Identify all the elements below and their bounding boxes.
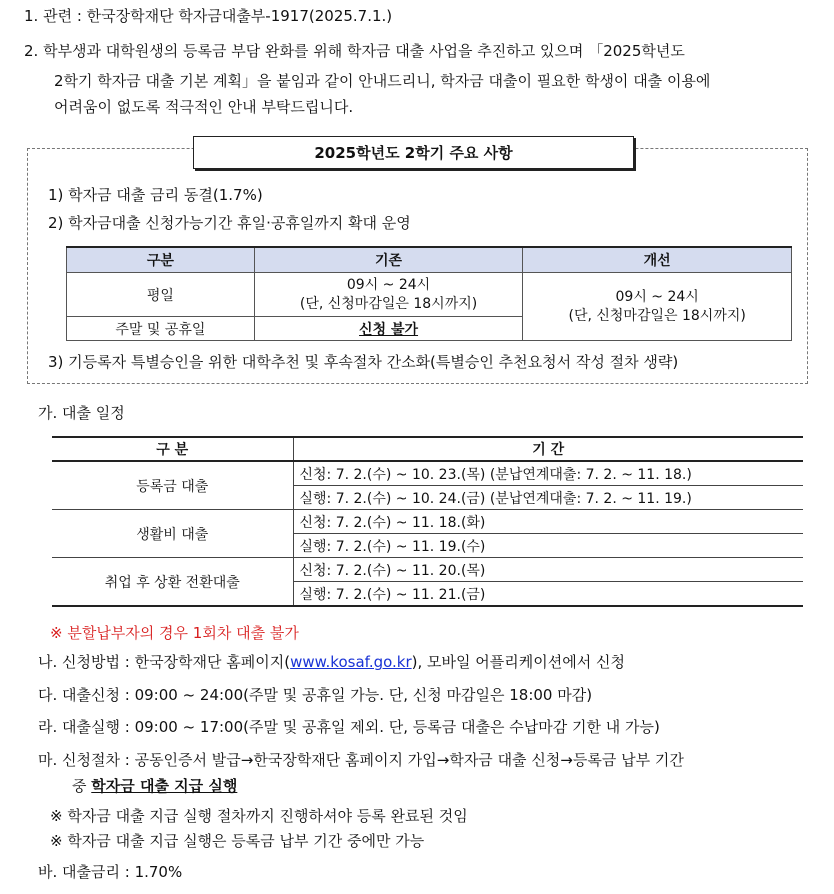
method-prefix: 나. 신청방법 : 한국장학재단 홈페이지( [38, 653, 291, 671]
row-weekend-label: 주말 및 공휴일 [67, 317, 255, 341]
schedule-row-exec: 실행: 7. 2.(수) ~ 10. 24.(금) (분납연계대출: 7. 2. ~ 11. 19.) [293, 486, 803, 510]
row-weekday-before [254, 273, 523, 317]
highlight-item-3: 3) 기등록자 특별승인을 위한 대학추천 및 후속절차 간소화(특별승인 추천요청서 작성 절차 생략) [48, 353, 679, 371]
apply-time-line: 다. 대출신청 : 09:00 ~ 24:00(주말 및 공휴일 가능. 단, 신청 마감일은 18:00 마감) [38, 686, 593, 704]
schedule-row-label: 등록금 대출 [52, 461, 293, 510]
intro-line-3: 어려움이 없도록 적극적인 안내 부탁드립니다. [54, 98, 354, 116]
schedule-header-period: 기 간 [293, 437, 803, 461]
intro-line-1: 2. 학부생과 대학원생의 등록금 부담 완화를 위해 학자금 대출 사업을 추진하고 있으며 「2025학년도 [24, 42, 685, 60]
highlight-item-1: 1) 학자금 대출 금리 동결(1.7%) [48, 186, 263, 204]
table-header-after: 개선 [523, 247, 792, 273]
kosaf-link[interactable]: www.kosaf.go.kr [290, 653, 412, 671]
schedule-row-apply: 신청: 7. 2.(수) ~ 10. 23.(목) (분납연계대출: 7. 2. ~ 11. 18.) [293, 461, 803, 486]
improved-note: (단, 신청마감일은 18시까지) [568, 307, 746, 324]
procedure-line-1: 마. 신청절차 : 공동인증서 발급→한국장학재단 홈페이지 가입→학자금 대출 신청→등록금 납부 기간 [38, 751, 684, 769]
row-weekday-label: 평일 [67, 273, 255, 317]
schedule-row-label: 생활비 대출 [52, 510, 293, 558]
method-line [38, 651, 625, 673]
schedule-table [52, 436, 803, 607]
improved-hours: 09시 ~ 24시 [615, 288, 699, 305]
schedule-header-category: 구 분 [52, 437, 293, 461]
table-header-before: 기존 [254, 247, 523, 273]
schedule-row-apply: 신청: 7. 2.(수) ~ 11. 20.(목) [293, 558, 803, 582]
intro-line-2: 2학기 학자금 대출 기본 계획」을 붙임과 같이 안내드리니, 학자금 대출이 필요한 학생이 대출 이용에 [54, 72, 711, 90]
highlights-table [66, 246, 792, 341]
row-weekend-before: 신청 불가 [254, 317, 523, 341]
schedule-heading: 가. 대출 일정 [38, 404, 125, 422]
weekday-before-note: (단, 신청마감일은 18시까지) [299, 295, 478, 312]
procedure-emphasis: 학자금 대출 지급 실행 [91, 777, 238, 795]
schedule-row-exec: 실행: 7. 2.(수) ~ 11. 21.(금) [293, 582, 803, 607]
note-line: ※ 학자금 대출 지급 실행은 등록금 납부 기간 중에만 가능 [50, 832, 425, 850]
improved-cell [523, 273, 792, 341]
schedule-row-label: 취업 후 상환 전환대출 [52, 558, 293, 607]
procedure-line-2 [72, 775, 237, 797]
procedure-prefix: 중 [72, 777, 92, 795]
table-header-category: 구분 [67, 247, 255, 273]
highlight-item-2: 2) 학자금대출 신청가능기간 휴일·공휴일까지 확대 운영 [48, 214, 411, 232]
exec-time-line: 라. 대출실행 : 09:00 ~ 17:00(주말 및 공휴일 제외. 단, 등록금 대출은 수납마감 기한 내 가능) [38, 718, 660, 736]
schedule-row-apply: 신청: 7. 2.(수) ~ 11. 18.(화) [293, 510, 803, 534]
schedule-note: ※ 분할납부자의 경우 1회차 대출 불가 [50, 624, 299, 642]
method-suffix: ), 모바일 어플리케이션에서 신청 [411, 653, 625, 671]
note-line: ※ 학자금 대출 지급 실행 절차까지 진행하셔야 등록 완료된 것임 [50, 807, 468, 825]
highlights-title: 2025학년도 2학기 주요 사항 [193, 136, 634, 169]
reference-line: 1. 관련 : 한국장학재단 학자금대출부-1917(2025.7.1.) [24, 7, 393, 25]
weekday-before-hours: 09시 ~ 24시 [346, 276, 431, 293]
rate-line: 바. 대출금리 : 1.70% [38, 863, 183, 881]
schedule-row-exec: 실행: 7. 2.(수) ~ 11. 19.(수) [293, 534, 803, 558]
